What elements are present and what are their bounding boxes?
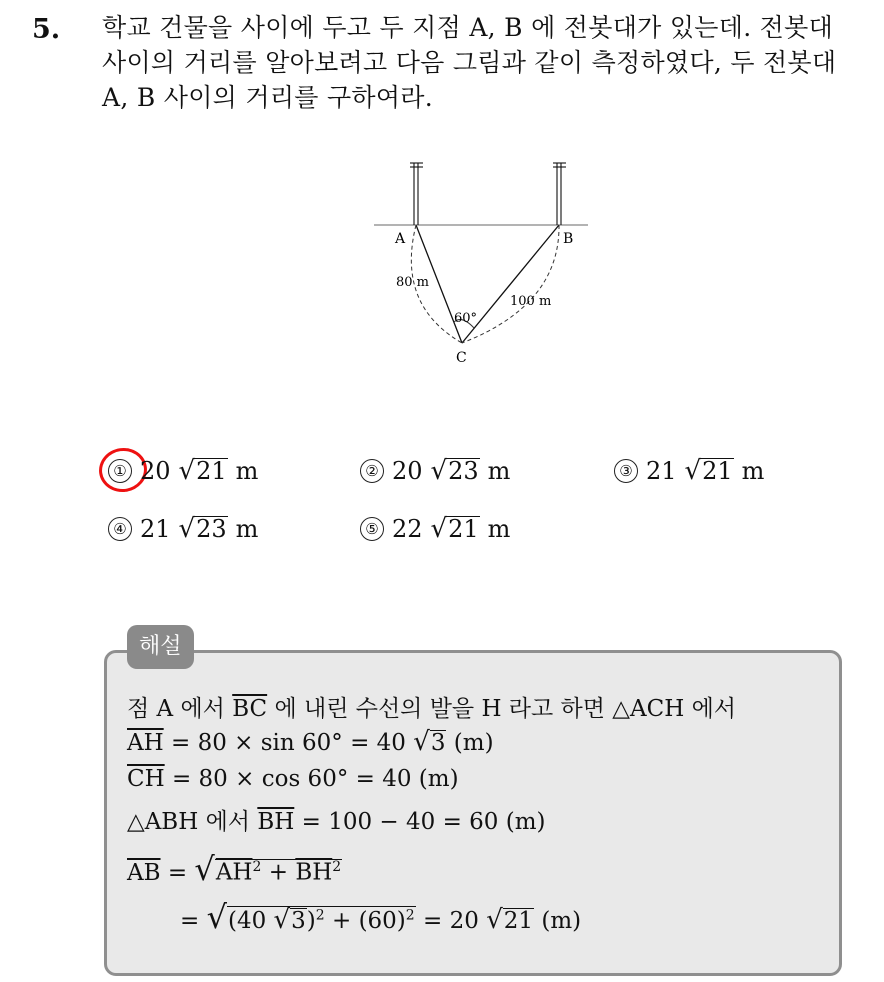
choice-2-coef: 20 [392, 457, 423, 485]
question-line-2: 사이의 거리를 알아보려고 다음 그림과 같이 측정하였다, 두 전봇대 [102, 48, 837, 77]
choice-3[interactable] [614, 457, 764, 485]
choice-2-sqrt: √ 23 [430, 456, 479, 487]
choice-3-coef: 21 [646, 457, 677, 485]
choice-4-coef: 21 [140, 515, 171, 543]
choice-5-unit: m [487, 515, 511, 543]
choice-2-unit: m [487, 457, 511, 485]
segment-bc-label: $\overline{BC}$ [232, 696, 268, 722]
choice-2-number: ② [360, 459, 384, 483]
pole-diagram [370, 155, 600, 375]
choice-4-unit: m [235, 515, 259, 543]
solution-line-5: $\overline{AB}$ = √ $AH^2 + \overline{BH}^2$ [127, 850, 342, 888]
choice-3-unit: m [741, 457, 765, 485]
choice-1-sqrt: √ 21 [178, 456, 227, 487]
question-line-1: 학교 건물을 사이에 두고 두 지점 A, B 에 전봇대가 있는데. 전봇대 [102, 13, 834, 42]
label-100m: 100 m [510, 294, 552, 309]
choice-1-number: ① [108, 459, 132, 483]
choice-3-sqrt: √ 21 [684, 456, 733, 487]
pole-a [410, 163, 423, 225]
question-number: 5. [32, 14, 61, 45]
solution-line-4: △ABH 에서 $\overline{BH} = 100 - 40 = 60$ (m) [127, 809, 546, 835]
question-line-3: A, B 사이의 거리를 구하여라. [102, 83, 434, 112]
choice-4-sqrt: √ 23 [178, 514, 227, 545]
label-c: C [456, 350, 467, 366]
choice-1-coef: 20 [140, 457, 171, 485]
label-a: A [395, 231, 406, 247]
label-angle: 60° [454, 311, 478, 326]
solution-tag: 해설 [127, 625, 194, 669]
choice-1-unit: m [235, 457, 259, 485]
solution-line-2: $\overline{AH} = 80 \times \sin 60^\circ = 40$ √ 3 (m) [127, 727, 494, 757]
choice-5-coef: 22 [392, 515, 423, 543]
solution-line-1: 점 A 에서 $\overline{BC}$ 에 내린 수선의 발을 H 라고 하면 △ACH 에서 [127, 696, 737, 722]
question-text [102, 10, 872, 115]
solution-line-6: = √ (40 √ 3 )$^2 + (60)^2$ = 20 √ 21 (m) [180, 898, 582, 936]
choice-5[interactable] [360, 515, 510, 543]
choice-2[interactable] [360, 457, 510, 485]
label-80m: 80 m [396, 275, 430, 290]
choice-5-number: ⑤ [360, 517, 384, 541]
solution-line-3: $\overline{CH} = 80 \times \cos 60^\circ = 40$ (m) [127, 766, 459, 792]
choice-3-number: ③ [614, 459, 638, 483]
choice-4[interactable] [108, 515, 258, 543]
pole-b [553, 163, 566, 225]
label-b: B [563, 231, 574, 247]
choice-4-number: ④ [108, 517, 132, 541]
choice-1[interactable] [108, 457, 258, 485]
choice-5-sqrt: √ 21 [430, 514, 479, 545]
